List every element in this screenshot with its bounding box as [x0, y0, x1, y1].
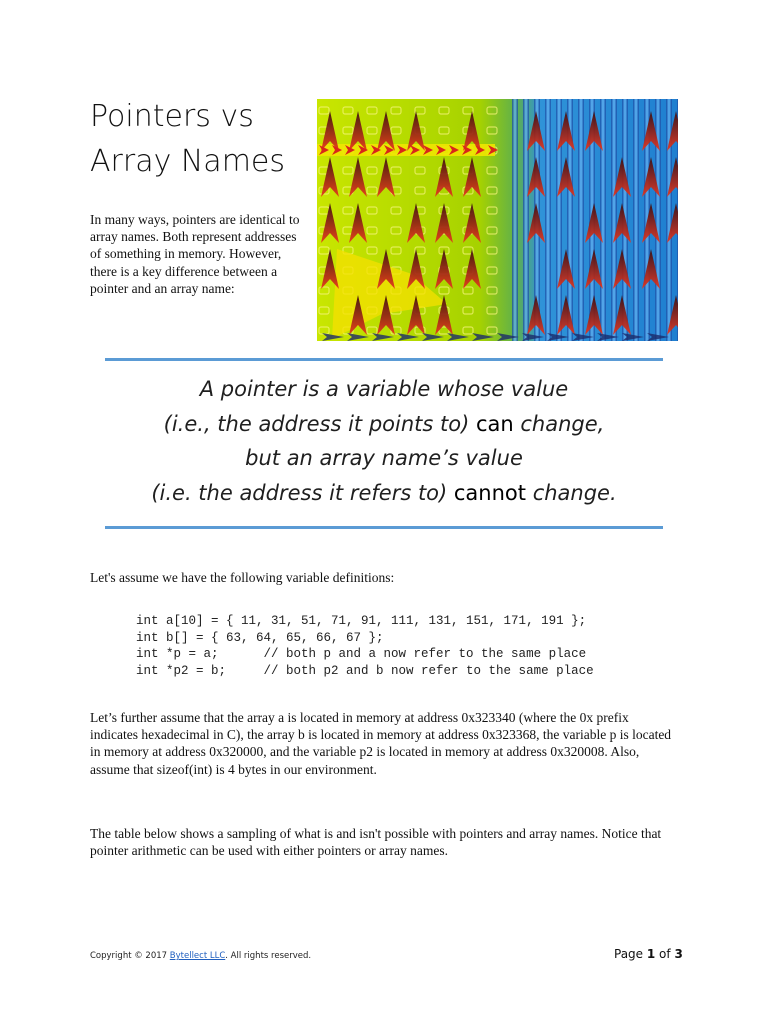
callout-emphasis-cannot: cannot	[453, 480, 527, 505]
pattern-stripe	[600, 99, 606, 341]
callout-bottom-rule	[105, 526, 663, 529]
pattern-stripe	[512, 99, 518, 341]
arrows-pattern-image	[317, 99, 678, 341]
definitions-intro-paragraph: Let's assume we have the following variable definitions:	[90, 570, 395, 585]
callout-line-2-pre: (i.e., the address it points to)	[163, 411, 476, 436]
code-block	[136, 613, 594, 679]
code-line: int *p2 = b; // both p2 and b now refer to the same place	[136, 663, 594, 678]
callout-line-3: but an array name’s value	[245, 446, 523, 470]
callout-line-1: A pointer is a variable whose value	[199, 377, 569, 401]
page-total: 3	[674, 947, 683, 961]
pattern-stripe	[578, 99, 584, 341]
company-link[interactable]: Bytellect LLC	[169, 951, 226, 961]
code-line: int b[] = { 63, 64, 65, 66, 67 };	[136, 630, 384, 645]
table-intro-paragraph: The table below shows a sampling of what is and isn't possible with pointers and array names. Notice that pointer arithmetic can be used with either pointers or array names.	[90, 826, 662, 859]
memory-layout-paragraph: Let’s further assume that the array a is located in memory at address 0x323340 (where the 0x prefix indicates hexadecimal in C), the array b is located in memory at address 0x323368, the variable p is located in memory at address 0x320000, and the variable p2 is located in memory at address 0x320008. Also, assume that sizeof(int) is 4 bytes in our environment.	[90, 710, 672, 777]
callout-emphasis-can: can	[475, 411, 514, 436]
pattern-stripe	[633, 99, 639, 341]
page-current: 1	[646, 947, 656, 961]
pattern-stripe	[523, 99, 529, 341]
page-title	[90, 94, 310, 184]
copyright-prefix: Copyright © 2017	[90, 951, 170, 961]
pattern-stripe	[545, 99, 551, 341]
copyright-notice	[90, 951, 311, 961]
code-line: int *p = a; // both p and a now refer to the same place	[136, 647, 587, 661]
pattern-stripe	[611, 99, 617, 341]
key-difference-callout	[105, 372, 663, 510]
callout-line-4-pre: (i.e. the address it refers to)	[151, 480, 454, 505]
page-number	[614, 947, 683, 961]
callout-line-2-post: change,	[513, 411, 605, 436]
intro-paragraph: In many ways, pointers are identical to array names. Both represent addresses of something in memory. However, there is a key difference between a pointer and an array name:	[90, 212, 300, 296]
callout-line-4-post: change.	[526, 480, 617, 505]
code-line: int a[10] = { 11, 31, 51, 71, 91, 111, 131, 151, 171, 191 };	[136, 614, 587, 628]
page-title-line-2: Array Names	[90, 144, 285, 179]
page-label: Page	[614, 947, 647, 961]
copyright-suffix: . All rights reserved.	[225, 951, 312, 961]
page-of: of	[655, 947, 675, 961]
callout-top-rule	[105, 358, 663, 361]
page-title-line-1: Pointers vs	[90, 99, 254, 134]
